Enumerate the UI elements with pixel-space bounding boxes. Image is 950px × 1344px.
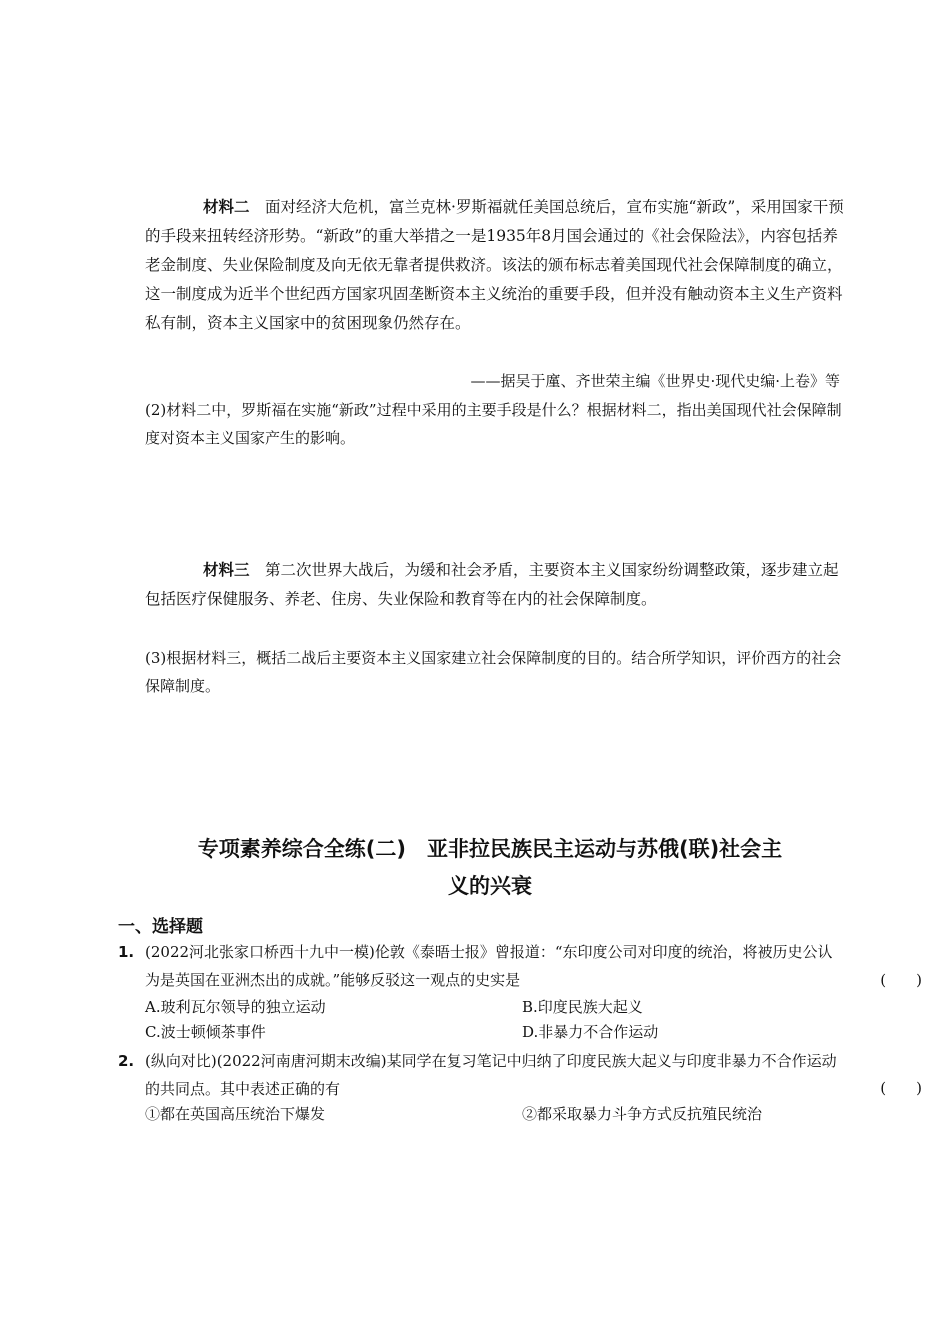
item-2-number: 2. [118,1052,135,1070]
section-title [0,831,950,905]
item-1-option-a: A.玻利瓦尔领导的独立运动 [145,998,326,1016]
material-2-text: 面对经济大危机，富兰克林·罗斯福就任美国总统后，宣布实施“新政”，采用国家干预的手段来扭转经济形势。“新政”的重大举措之一是1935年8月国会通过的《社会保险法》，内容包括养老金制度、失业保险制度及向无依无靠者提供救济。该法的颁布标志着美国现代社会保障制度的确立，这一制度成为近半个世纪西方国家巩固垄断资本主义统治的重要手段，但并没有触动资本主义生产资料私有制，资本主义国家中的贫困现象仍然存在。 [145,198,844,332]
title-line-2: 义的兴衰 [448,874,532,898]
material-3-text: 第二次世界大战后，为缓和社会矛盾，主要资本主义国家纷纷调整政策，逐步建立起包括医疗保健服务、养老、住房、失业保险和教育等在内的社会保障制度。 [145,561,839,608]
title-line-1: 专项素养综合全练(二) 亚非拉民族民主运动与苏俄(联)社会主 [197,837,783,861]
material-3-label: 材料三 [203,561,250,579]
section-heading: 一、选择题 [118,917,203,937]
question-item-1 [118,938,838,994]
item-1-answer-bracket: ( ) [880,971,922,989]
item-2-option-1: ①都在英国高压统治下爆发 [145,1105,326,1123]
item-1-stem: (2022河北张家口桥西十九中一模)伦敦《泰晤士报》曾报道：“东印度公司对印度的统治，将被历史公认为是英国在亚洲杰出的成就。”能够反驳这一观点的史实是 [145,943,833,989]
question-3: (3)根据材料三，概括二战后主要资本主义国家建立社会保障制度的目的。结合所学知识，评价西方的社会保障制度。 [145,649,842,695]
material-2-label: 材料二 [203,198,250,216]
item-2-stem: (纵向对比)(2022河南唐河期末改编)某同学在复习笔记中归纳了印度民族大起义与印度非暴力不合作运动的共同点。其中表述正确的有 [145,1052,837,1098]
item-1-number: 1. [118,943,135,961]
item-2-answer-bracket: ( ) [880,1079,922,1097]
material-3-paragraph [145,556,845,614]
question-item-2 [118,1047,838,1103]
material-2-paragraph [145,193,845,338]
item-1-option-c: C.波士顿倾茶事件 [145,1023,266,1041]
item-2-option-2: ②都采取暴力斗争方式反抗殖民统治 [522,1105,763,1123]
item-1-option-b: B.印度民族大起义 [522,998,643,1016]
material-2-source: ——据吴于廑、齐世荣主编《世界史·现代史编·上卷》等 [470,372,840,390]
question-2: (2)材料二中，罗斯福在实施“新政”过程中采用的主要手段是什么？根据材料二，指出美国现代社会保障制度对资本主义国家产生的影响。 [145,401,842,447]
item-1-option-d: D.非暴力不合作运动 [522,1023,659,1041]
